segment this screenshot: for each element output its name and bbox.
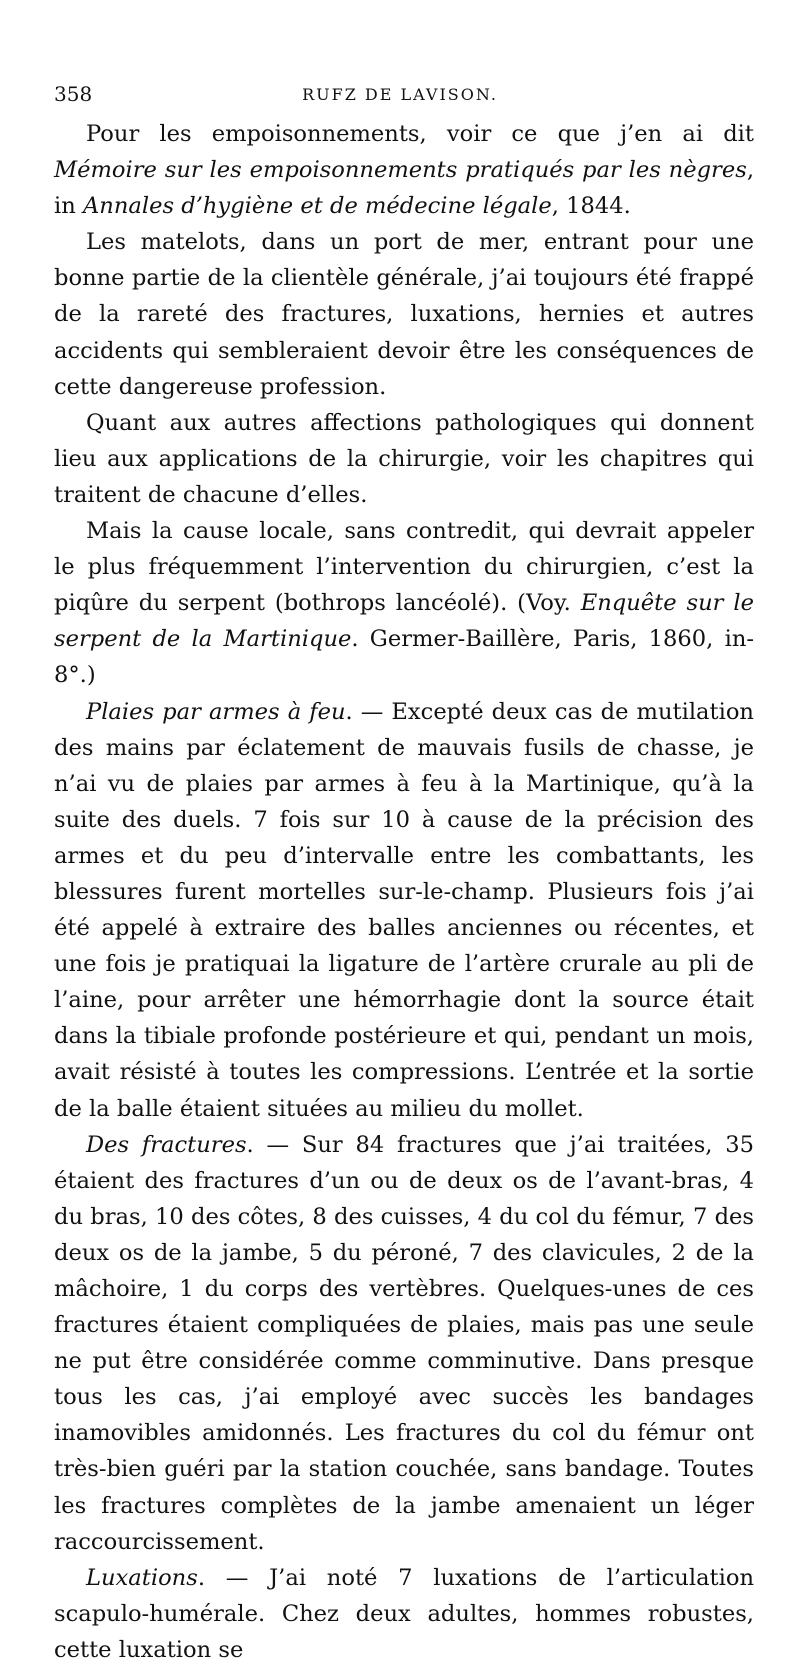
paragraph-matelots: Les matelots, dans un port de mer, entrant pour une bonne partie de la clientèle générale, j’ai toujours été frappé de la rareté des fractures, luxations, hernies et autres accidents qui sembleraient devoir être les conséquences de cette dangereuse profession. (54, 229, 754, 400)
section-heading-fractures: Des fractures (86, 1131, 247, 1158)
citation-enquete: Enquête sur le serpent de la Martinique (54, 590, 754, 653)
running-head: RUFZ DE LAVISON. (302, 85, 498, 104)
section-heading-luxations: Luxations (86, 1564, 198, 1591)
paragraph-plaies: Plaies par armes à feu. — Excepté deux cas de mutilation des mains par éclatement de mauvais fusils de chasse, je n’ai vu de plaies par armes à feu à la Martinique, qu’à la suite des duels. 7 fois sur 10 à cause de la précision des armes et du peu d’intervalle entre les combattants, les blessures furent mortelles sur-le-champ. Plusieurs fois j’ai été appelé à extraire des balles anciennes ou récentes, et une fois je pratiquai la ligature de l’artère crurale au pli de l’aine, pour arrêter une hémorrhagie dont la source était dans la tibiale profonde postérieure et qui, pendant un mois, avait résisté à toutes les compressions. L’entrée et la sortie de la balle étaient situées au milieu du mollet. (54, 698, 754, 1122)
paragraph-fractures: Des fractures. — Sur 84 fractures que j’ai traitées, 35 étaient des fractures d’un ou de deux os de l’avant-bras, 4 du bras, 10 des côtes, 8 des cuisses, 4 du col du fémur, 7 des deux os de la jambe, 5 du péroné, 7 des clavicules, 2 de la mâchoire, 1 du corps des vertèbres. Quelques-unes de ces fractures étaient compliquées de plaies, mais pas une seule ne put être considérée comme comminutive. Dans presque tous les cas, j’ai employé avec succès les bandages inamovibles amidonnés. Les fractures du col du fémur ont très-bien guéri par la station couchée, sans bandage. Toutes les fractures complètes de la jambe amenaient un léger raccourcissement. (54, 1131, 754, 1555)
paragraph-empoisonnements: Pour les empoisonnements, voir ce que j’en ai dit Mémoire sur les empoisonnements pratiqués par les nègres, in Annales d’hygiène et de médecine légale, 1844. (54, 121, 754, 220)
paragraph-serpent: Mais la cause locale, sans contredit, qui devrait appeler le plus fréquemment l’intervention du chirurgien, c’est la piqûre du serpent (bothrops lancéolé). (Voy. Enquête sur le serpent de la Martinique. Germer-Baillère, Paris, 1860, in-8°.) (54, 518, 755, 689)
section-heading-plaies: Plaies par armes à feu (86, 698, 346, 725)
paragraph-affections: Quant aux autres affections pathologiques qui donnent lieu aux applications de la chirurgie, voir les chapitres qui traitent de chacune d’elles. (54, 409, 754, 508)
page-number: 358 (54, 82, 93, 106)
paragraph-luxations: Luxations. — J’ai noté 7 luxations de l’articulation scapulo-humérale. Chez deux adultes, hommes robustes, cette luxation se (54, 1564, 754, 1663)
citation-memoire: Mémoire sur les empoisonnements pratiqués par les nègres (54, 157, 747, 184)
body-text (54, 116, 754, 1668)
citation-annales: Annales d’hygiène et de médecine légale (82, 193, 552, 220)
page-header (54, 82, 746, 108)
